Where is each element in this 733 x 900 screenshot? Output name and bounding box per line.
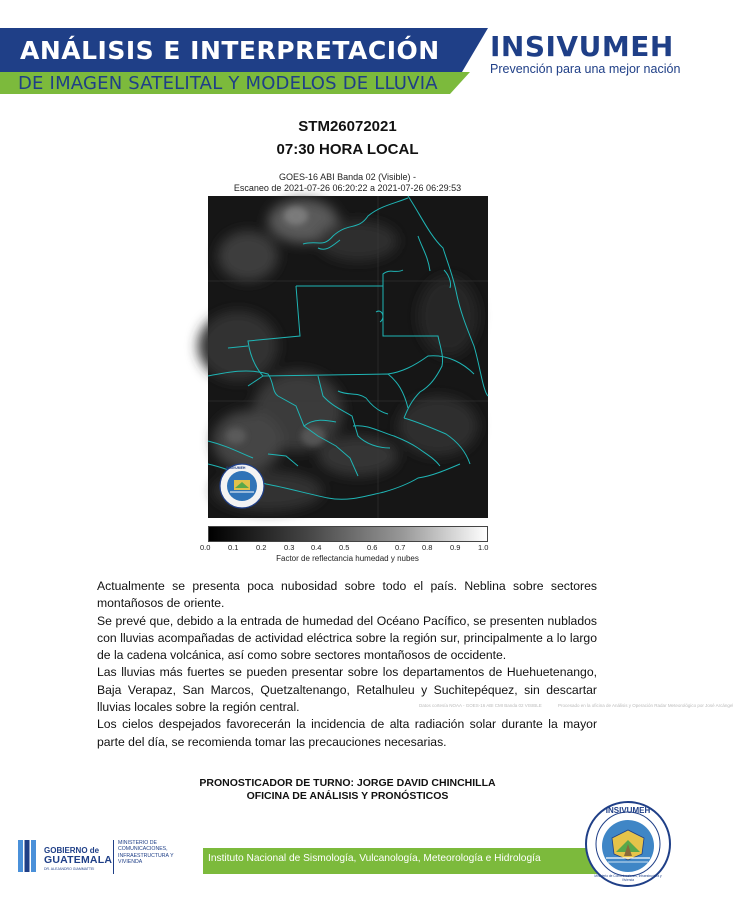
satellite-title-line2: Escaneo de 2021-07-26 06:20:22 a 2021-07-26 06:29:53	[233, 183, 462, 193]
forecast-paragraph: Los cielos despejados favorecerán la incidencia de alta radiación solar durante la mayor parte del día, se recomienda tomar las precauciones necesarias.	[97, 717, 597, 749]
insivumeh-mini-logo	[220, 464, 264, 508]
report-code: STM26072021	[298, 118, 397, 135]
brand-logo: INSIVUMEH	[490, 30, 674, 63]
colorbar-tick: 0.7	[395, 543, 406, 552]
mini-logo-label: INSIVUMEH	[226, 466, 246, 470]
colorbar-tick: 0.1	[228, 543, 239, 552]
government-logo	[18, 838, 188, 878]
gov-line3: DR. ALEJANDRO GIAMMATTEI	[44, 867, 95, 871]
gov-line2: GUATEMALA	[44, 854, 113, 866]
satellite-image-title	[0, 172, 695, 194]
satellite-title-line1: GOES-16 ABI Banda 02 (Visible) -	[279, 172, 416, 182]
forecast-paragraph: Se prevé que, debido a la entrada de humedad del Océano Pacífico, se presenten nublados con lluvias acompañadas de actividad eléctrica sobre la región sur, principalmente a lo largo de la cadena volcánica, así como sobre sectores montañosos de occidente.	[97, 613, 597, 663]
colorbar-tick: 0.9	[450, 543, 461, 552]
colorbar-ticks	[200, 543, 496, 553]
guatemala-flag-icon	[18, 840, 36, 872]
seal-top-text: INSIVUMEH	[605, 806, 651, 815]
processing-credit: Procesado en la oficina de Análisis y Operación Radar Meteorológico por José Arcángel	[558, 703, 733, 708]
gov-divider	[113, 840, 114, 874]
ministry-name: MINISTERIO DE COMUNICACIONES, INFRAESTRUCTURA Y VIVIENDA	[118, 840, 174, 865]
colorbar-tick: 0.8	[422, 543, 433, 552]
seal-ring-text: Ministerio de Comunicaciones, Infraestructura y Vivienda	[594, 874, 662, 882]
insivumeh-seal	[584, 800, 672, 888]
colorbar-tick: 0.6	[367, 543, 378, 552]
forecast-paragraph: Las lluvias más fuertes se pueden presentar sobre los departamentos de Huehuetenango, Baja Verapaz, San Marcos, Quetzaltenango, Retalhuleu y Suchitepéquez, sin descartar lluvias locales sobre la región central.	[97, 665, 597, 715]
gov-line1: GOBIERNO de	[44, 846, 100, 855]
forecast-paragraph: Actualmente se presenta poca nubosidad sobre todo el país. Neblina sobre sectores montañosos de oriente.	[97, 579, 597, 611]
colorbar-tick: 0.2	[256, 543, 267, 552]
colorbar-tick: 1.0	[478, 543, 489, 552]
brand-tagline: Prevención para una mejor nación	[490, 62, 681, 76]
colorbar-tick: 0.4	[311, 543, 322, 552]
forecaster-name: PRONOSTICADOR DE TURNO: JORGE DAVID CHINCHILLA	[199, 777, 496, 789]
header-title: ANÁLISIS E INTERPRETACIÓN	[20, 36, 440, 65]
institute-name: Instituto Nacional de Sismología, Vulcanología, Meteorología e Hidrología	[208, 853, 541, 864]
colorbar-label: Factor de reflectancia humedad y nubes	[276, 554, 419, 563]
office-name: OFICINA DE ANÁLISIS Y PRONÓSTICOS	[246, 790, 449, 802]
satellite-map-svg	[208, 196, 488, 518]
colorbar-tick: 0.0	[200, 543, 211, 552]
data-credit: Datos cortesía NOAA - GOES-16 ABI CMI Banda 02 VISIBLE	[419, 703, 542, 708]
colorbar-tick: 0.5	[339, 543, 350, 552]
forecast-text	[97, 578, 597, 751]
reflectance-colorbar	[208, 526, 488, 542]
header-subtitle: DE IMAGEN SATELITAL Y MODELOS DE LLUVIA	[18, 73, 438, 94]
report-time: 07:30 HORA LOCAL	[276, 141, 419, 158]
colorbar-tick: 0.3	[284, 543, 295, 552]
